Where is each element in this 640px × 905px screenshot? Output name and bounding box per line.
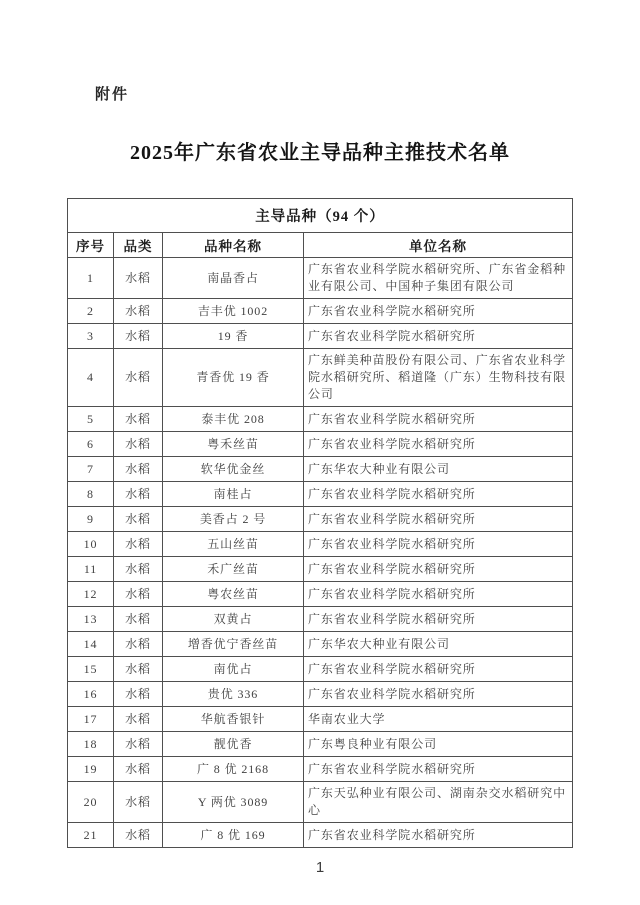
cell-category: 水稻 bbox=[114, 258, 163, 299]
cell-category: 水稻 bbox=[114, 757, 163, 782]
cell-category: 水稻 bbox=[114, 532, 163, 557]
column-header-no: 序号 bbox=[68, 233, 114, 258]
cell-variety: 五山丝苗 bbox=[163, 532, 304, 557]
cell-no: 19 bbox=[68, 757, 114, 782]
column-header-unit: 单位名称 bbox=[304, 233, 573, 258]
table-row bbox=[68, 532, 573, 557]
cell-variety: 青香优 19 香 bbox=[163, 349, 304, 407]
table-column-header-row bbox=[68, 233, 573, 258]
table-row bbox=[68, 258, 573, 299]
cell-no: 10 bbox=[68, 532, 114, 557]
cell-no: 5 bbox=[68, 407, 114, 432]
table-row bbox=[68, 782, 573, 823]
cell-unit: 广东华农大种业有限公司 bbox=[304, 632, 573, 657]
attachment-label: 附件 bbox=[95, 87, 130, 103]
cell-unit: 广东省农业科学院水稻研究所 bbox=[304, 532, 573, 557]
varieties-table bbox=[67, 198, 573, 848]
cell-unit: 广东省农业科学院水稻研究所 bbox=[304, 823, 573, 848]
cell-no: 1 bbox=[68, 258, 114, 299]
table-row bbox=[68, 324, 573, 349]
cell-unit: 广东省农业科学院水稻研究所 bbox=[304, 657, 573, 682]
cell-no: 18 bbox=[68, 732, 114, 757]
table-row bbox=[68, 507, 573, 532]
cell-variety: 19 香 bbox=[163, 324, 304, 349]
cell-variety: 贵优 336 bbox=[163, 682, 304, 707]
cell-unit: 广东省农业科学院水稻研究所 bbox=[304, 682, 573, 707]
cell-unit: 广东省农业科学院水稻研究所 bbox=[304, 299, 573, 324]
cell-category: 水稻 bbox=[114, 432, 163, 457]
table-group-header: 主导品种（94 个） bbox=[68, 199, 573, 233]
table-row bbox=[68, 407, 573, 432]
cell-unit: 广东华农大种业有限公司 bbox=[304, 457, 573, 482]
cell-variety: 华航香银针 bbox=[163, 707, 304, 732]
cell-unit: 广东省农业科学院水稻研究所 bbox=[304, 324, 573, 349]
column-header-category: 品类 bbox=[114, 233, 163, 258]
cell-unit: 广东粤良种业有限公司 bbox=[304, 732, 573, 757]
cell-unit: 广东省农业科学院水稻研究所 bbox=[304, 757, 573, 782]
table-row bbox=[68, 349, 573, 407]
cell-no: 15 bbox=[68, 657, 114, 682]
cell-variety: 双黄占 bbox=[163, 607, 304, 632]
table-row bbox=[68, 457, 573, 482]
cell-variety: Y 两优 3089 bbox=[163, 782, 304, 823]
cell-no: 8 bbox=[68, 482, 114, 507]
cell-category: 水稻 bbox=[114, 823, 163, 848]
cell-variety: 广 8 优 169 bbox=[163, 823, 304, 848]
cell-variety: 增香优宁香丝苗 bbox=[163, 632, 304, 657]
cell-no: 2 bbox=[68, 299, 114, 324]
cell-no: 20 bbox=[68, 782, 114, 823]
table-row bbox=[68, 732, 573, 757]
cell-category: 水稻 bbox=[114, 657, 163, 682]
cell-variety: 粤农丝苗 bbox=[163, 582, 304, 607]
cell-variety: 靓优香 bbox=[163, 732, 304, 757]
cell-category: 水稻 bbox=[114, 682, 163, 707]
page-number: 1 bbox=[315, 859, 325, 876]
table-row bbox=[68, 632, 573, 657]
table-group-header-row bbox=[68, 199, 573, 233]
cell-unit: 广东省农业科学院水稻研究所 bbox=[304, 607, 573, 632]
cell-category: 水稻 bbox=[114, 732, 163, 757]
cell-unit: 广东省农业科学院水稻研究所 bbox=[304, 582, 573, 607]
table-row bbox=[68, 607, 573, 632]
cell-unit: 广东省农业科学院水稻研究所 bbox=[304, 507, 573, 532]
cell-variety: 泰丰优 208 bbox=[163, 407, 304, 432]
cell-unit: 华南农业大学 bbox=[304, 707, 573, 732]
cell-unit: 广东省农业科学院水稻研究所 bbox=[304, 482, 573, 507]
table-row bbox=[68, 557, 573, 582]
cell-category: 水稻 bbox=[114, 782, 163, 823]
cell-category: 水稻 bbox=[114, 457, 163, 482]
table-row bbox=[68, 299, 573, 324]
cell-unit: 广东鲜美种苗股份有限公司、广东省农业科学院水稻研究所、稻道隆（广东）生物科技有限公司 bbox=[304, 349, 573, 407]
cell-unit: 广东天弘种业有限公司、湖南杂交水稻研究中心 bbox=[304, 782, 573, 823]
cell-unit: 广东省农业科学院水稻研究所 bbox=[304, 407, 573, 432]
cell-no: 4 bbox=[68, 349, 114, 407]
table-row bbox=[68, 657, 573, 682]
cell-variety: 南桂占 bbox=[163, 482, 304, 507]
cell-variety: 禾广丝苗 bbox=[163, 557, 304, 582]
cell-variety: 美香占 2 号 bbox=[163, 507, 304, 532]
cell-no: 11 bbox=[68, 557, 114, 582]
cell-variety: 南优占 bbox=[163, 657, 304, 682]
cell-no: 13 bbox=[68, 607, 114, 632]
cell-variety: 广 8 优 2168 bbox=[163, 757, 304, 782]
table-row bbox=[68, 682, 573, 707]
cell-category: 水稻 bbox=[114, 557, 163, 582]
cell-no: 12 bbox=[68, 582, 114, 607]
cell-no: 6 bbox=[68, 432, 114, 457]
cell-variety: 粤禾丝苗 bbox=[163, 432, 304, 457]
cell-category: 水稻 bbox=[114, 324, 163, 349]
table-row bbox=[68, 432, 573, 457]
cell-no: 21 bbox=[68, 823, 114, 848]
cell-category: 水稻 bbox=[114, 482, 163, 507]
cell-no: 17 bbox=[68, 707, 114, 732]
table-row bbox=[68, 582, 573, 607]
cell-category: 水稻 bbox=[114, 407, 163, 432]
cell-category: 水稻 bbox=[114, 507, 163, 532]
cell-variety: 软华优金丝 bbox=[163, 457, 304, 482]
table-row bbox=[68, 823, 573, 848]
cell-no: 3 bbox=[68, 324, 114, 349]
cell-no: 14 bbox=[68, 632, 114, 657]
cell-no: 9 bbox=[68, 507, 114, 532]
cell-category: 水稻 bbox=[114, 299, 163, 324]
table-body bbox=[68, 258, 573, 848]
table-row bbox=[68, 482, 573, 507]
cell-no: 7 bbox=[68, 457, 114, 482]
cell-variety: 南晶香占 bbox=[163, 258, 304, 299]
cell-variety: 吉丰优 1002 bbox=[163, 299, 304, 324]
cell-unit: 广东省农业科学院水稻研究所 bbox=[304, 432, 573, 457]
cell-category: 水稻 bbox=[114, 349, 163, 407]
cell-unit: 广东省农业科学院水稻研究所、广东省金稻种业有限公司、中国种子集团有限公司 bbox=[304, 258, 573, 299]
cell-no: 16 bbox=[68, 682, 114, 707]
cell-category: 水稻 bbox=[114, 582, 163, 607]
table-row bbox=[68, 707, 573, 732]
cell-category: 水稻 bbox=[114, 707, 163, 732]
column-header-variety: 品种名称 bbox=[163, 233, 304, 258]
cell-category: 水稻 bbox=[114, 607, 163, 632]
cell-unit: 广东省农业科学院水稻研究所 bbox=[304, 557, 573, 582]
cell-category: 水稻 bbox=[114, 632, 163, 657]
table-row bbox=[68, 757, 573, 782]
page-title: 2025年广东省农业主导品种主推技术名单 bbox=[130, 142, 510, 164]
